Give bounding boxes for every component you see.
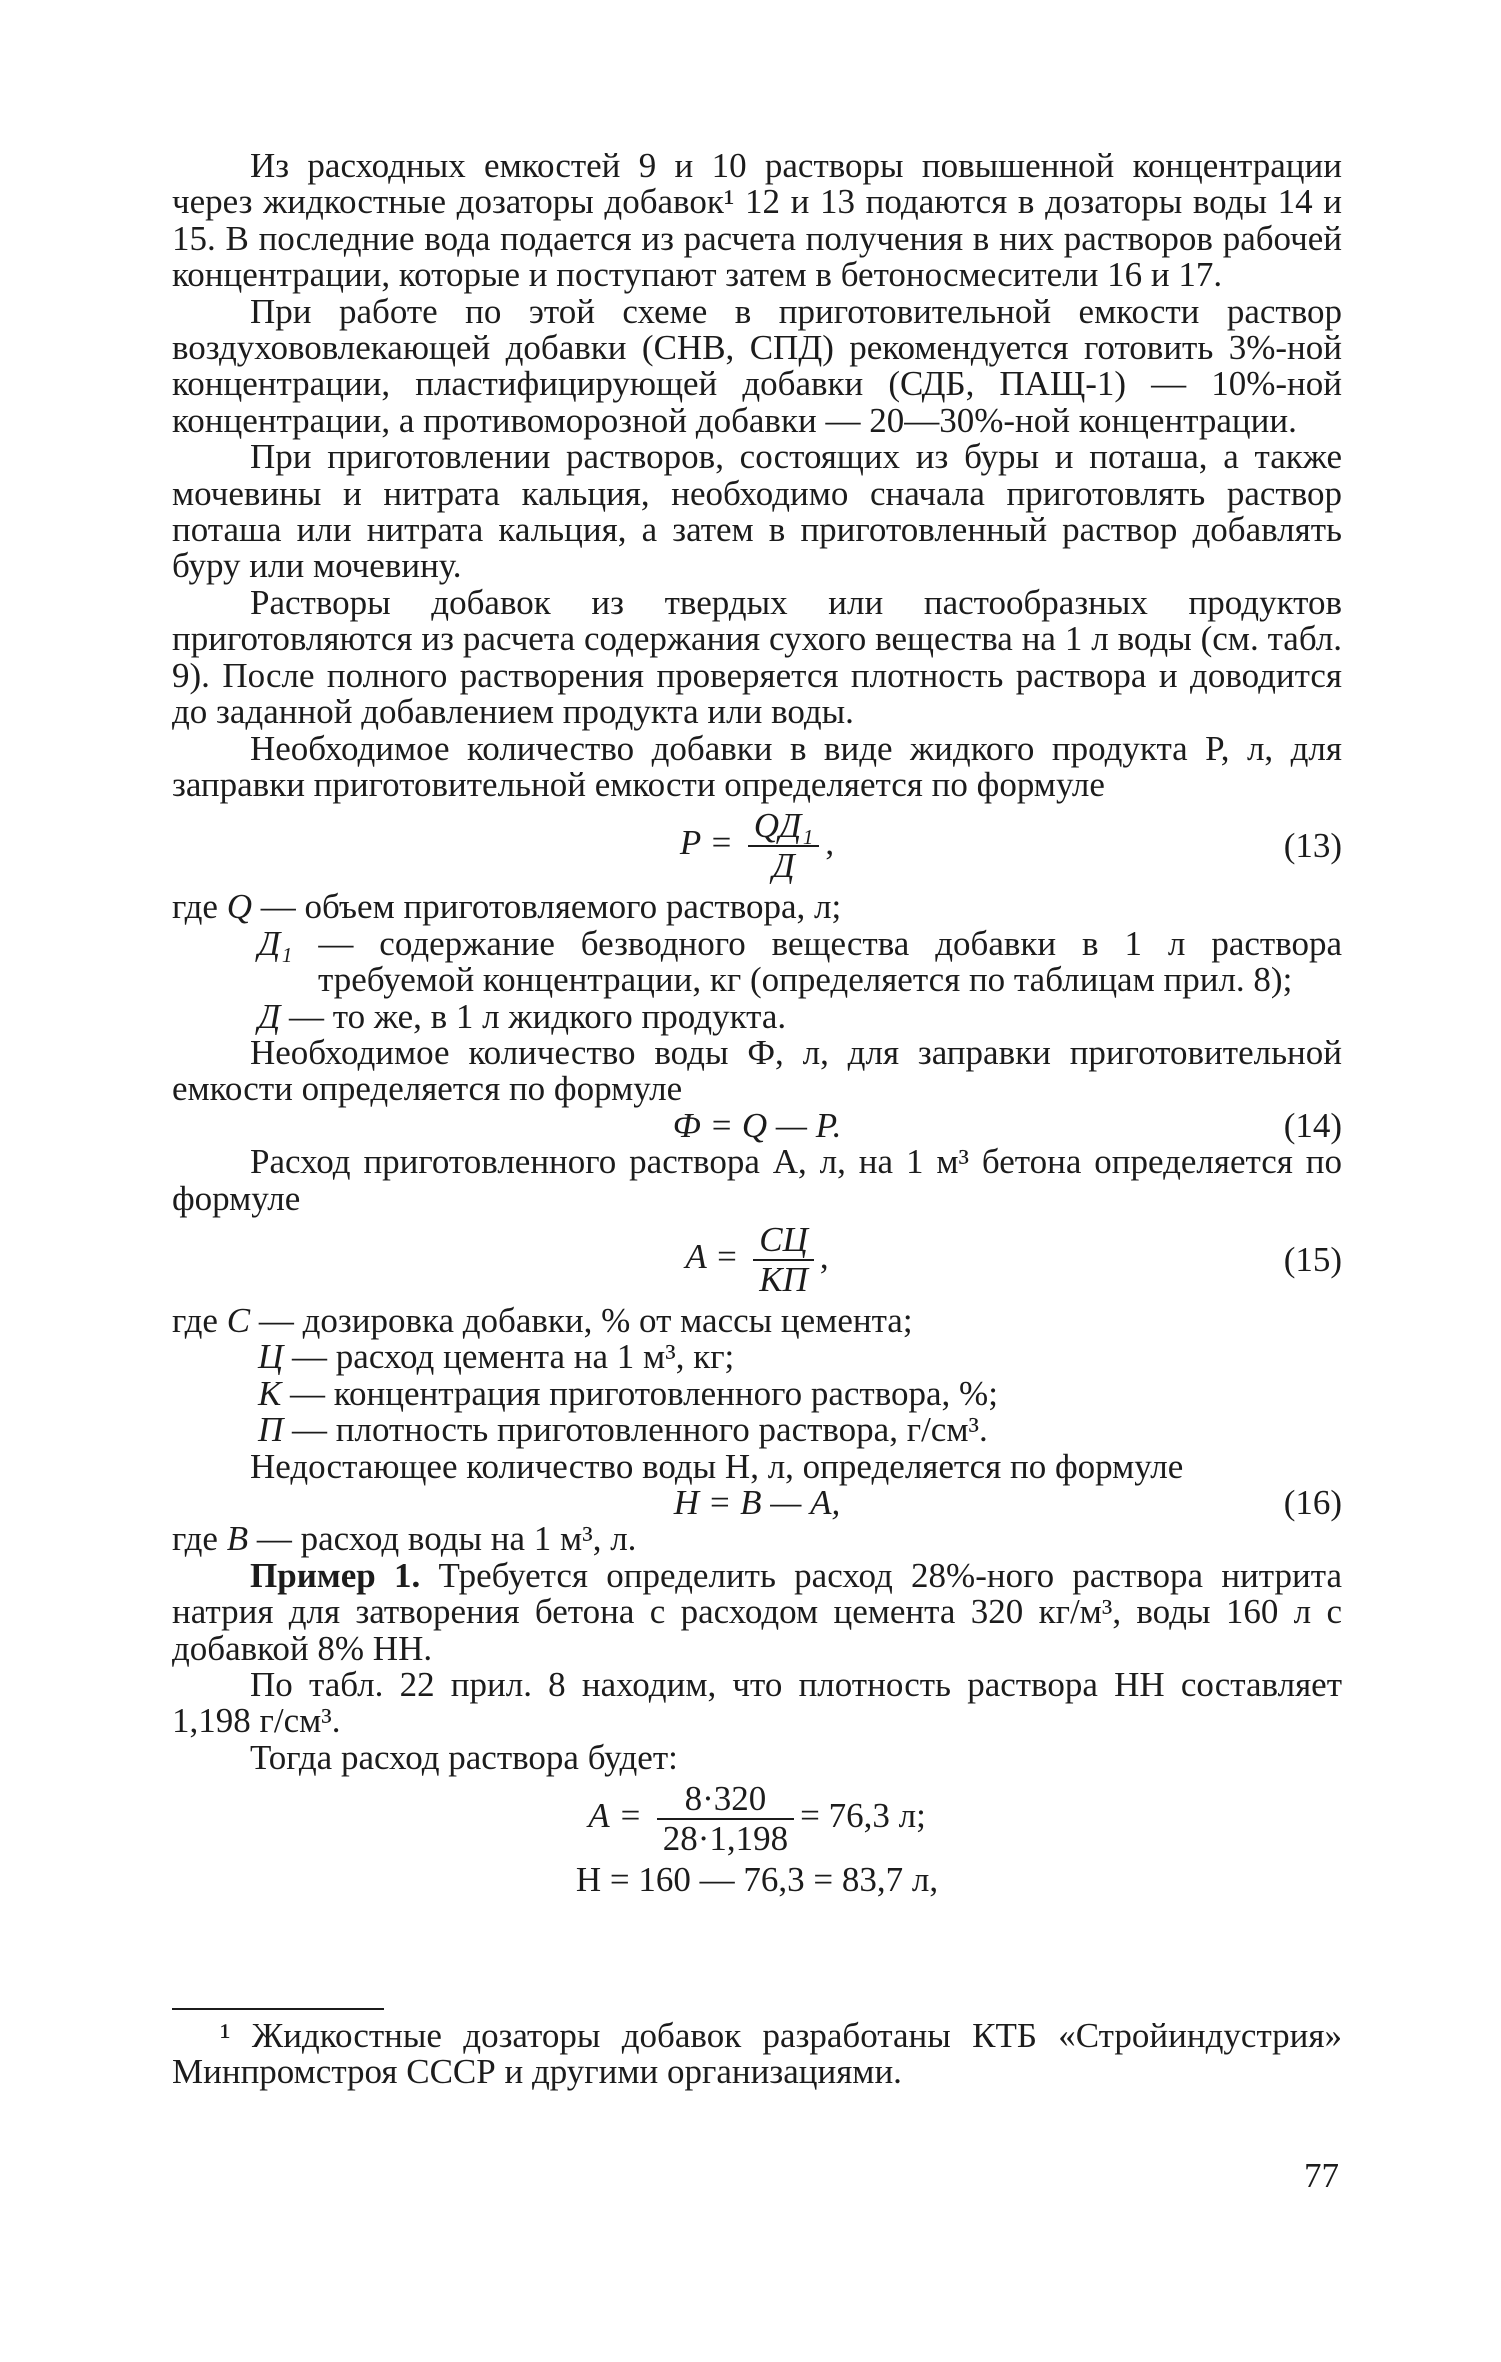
definition-text: — концентрация приготовленного раствора, %;: [290, 1373, 998, 1413]
paragraph-10: По табл. 22 прил. 8 находим, что плотность раствора НН составляет 1,198 г/см³.: [172, 1665, 1342, 1741]
definition-row: [172, 1373, 1342, 1413]
definitions-16: [172, 1521, 1342, 1557]
formula-13-number: (13): [1283, 826, 1342, 866]
definition-lead-word: где: [172, 1519, 227, 1559]
paragraph-3: При приготовлении растворов, состоящих из буры и поташа, а также мочевины и нитрата кальция, необходимо сначала приготовлять раствор поташа или нитрата кальция, а затем в приготовленный раствор добавлять буру или мочевину.: [172, 437, 1342, 586]
definition-symbol: Ц: [258, 1337, 284, 1377]
formula-15-lhs: A =: [685, 1236, 739, 1276]
paragraph-11: Тогда расход раствора будет:: [250, 1737, 678, 1777]
definition-symbol: Д: [258, 996, 281, 1036]
formula-15-number: (15): [1283, 1239, 1342, 1279]
paragraph-2: При работе по этой схеме в приготовительной емкости раствор воздухововлекающей добавки (СНВ, СПД) рекомендуется готовить 3%-ной концентрации, пластифицирующей добавки (СДБ, ПАЩ-1) — 10%-ной концентрации, а противоморозной добавки — 20—30%-ной концентрации.: [172, 291, 1342, 440]
definition-row: [172, 889, 1342, 925]
formula-16-expression: Н = В — А,: [673, 1482, 841, 1522]
formula-16: [172, 1482, 1342, 1522]
formula-14-number: (14): [1283, 1105, 1342, 1145]
paragraph-5: Необходимое количество добавки в виде жидкого продукта P, л, для заправки приготовительной емкости определяется по формуле: [172, 728, 1342, 804]
definition-text: — расход воды на 1 м³, л.: [256, 1519, 637, 1559]
calculation-1: [172, 1780, 1342, 1858]
formula-13-fraction: [748, 807, 820, 885]
definition-text: — плотность приготовленного раствора, г/см³.: [292, 1410, 988, 1450]
main-text-column: [172, 148, 1342, 1899]
definition-text: — объем приготовляемого раствора, л;: [260, 887, 842, 927]
calculation-1-lhs: А =: [588, 1796, 642, 1836]
paragraph-7: Расход приготовленного раствора А, л, на 1 м³ бетона определяется по формуле: [172, 1142, 1342, 1218]
formula-14: [172, 1105, 1342, 1145]
formula-15-numerator: СЦ: [753, 1221, 814, 1261]
calculation-1-fraction: [657, 1780, 794, 1858]
formula-13-tail: ,: [825, 823, 835, 863]
definition-text: — содержание безводного вещества добавки в 1 л раствора требуемой концентрации, кг (определяется по таблицам прил. 8);: [318, 923, 1343, 1000]
definition-symbol: В: [226, 1519, 249, 1559]
paragraph-1: Из расходных емкостей 9 и 10 растворы повышенной концентрации через жидкостные дозаторы добавок¹ 12 и 13 подаются в дозаторы воды 14 и 15. В последние вода подается из расчета получения в них растворов рабочей концентрации, которые и поступают затем в бетоносмесители 16 и 17.: [172, 146, 1342, 295]
definition-symbol: Q: [226, 887, 252, 927]
calculation-1-tail: = 76,3 л;: [800, 1796, 926, 1836]
footnote-separator: [172, 2008, 384, 2010]
definition-row: [172, 1412, 1342, 1448]
formula-15-fraction: [753, 1221, 814, 1299]
definition-row: [172, 1521, 1342, 1557]
formula-15-tail: ,: [819, 1236, 829, 1276]
definitions-13: [172, 889, 1342, 1035]
definition-lead-word: где: [172, 1300, 227, 1340]
definition-row: [172, 923, 1343, 1000]
definitions-15: [172, 1300, 1342, 1450]
definition-text: — дозировка добавки, % от массы цемента;: [258, 1300, 913, 1340]
calculation-2-expression: Н = 160 — 76,3 = 83,7 л,: [575, 1860, 939, 1900]
paragraph-example-1: [172, 1555, 1343, 1668]
formula-13-numerator: QД₁: [748, 807, 820, 847]
paragraph-4: Растворы добавок из твердых или пастообразных продуктов приготовляются из расчета содержания сухого вещества на 1 л воды (см. табл. 9). После полного растворения проверяется плотность раствора и доводится до заданной добавлением продукта или воды.: [172, 582, 1342, 732]
paragraph-8: Недостающее количество воды Н, л, определяется по формуле: [250, 1446, 1184, 1486]
example-label: Пример 1.: [250, 1555, 421, 1595]
formula-14-expression: Ф = Q — P.: [672, 1105, 842, 1145]
definition-lead-word: где: [172, 887, 227, 927]
formula-15-denominator: КП: [759, 1259, 808, 1299]
formula-13-denominator: Д: [772, 846, 795, 886]
calculation-2: [172, 1862, 1342, 1898]
definition-symbol: К: [258, 1373, 282, 1413]
calculation-1-numerator: 8·320: [657, 1780, 794, 1820]
definition-row: [172, 1300, 1342, 1340]
formula-13-lhs: P =: [679, 823, 733, 863]
formula-15: [172, 1221, 1342, 1299]
formula-16-number: (16): [1283, 1482, 1342, 1522]
calculation-1-denominator: 28·1,198: [662, 1819, 789, 1859]
footnote: ¹ Жидкостные дозаторы добавок разработаны КТБ «Стройиндустрия» Минпромстроя СССР и другими организациями.: [172, 2016, 1342, 2092]
definition-symbol: П: [258, 1410, 284, 1450]
definition-row: [172, 996, 1342, 1036]
definition-symbol: Д₁: [258, 923, 293, 963]
definition-text: — расход цемента на 1 м³, кг;: [292, 1337, 735, 1377]
paragraph-6: Необходимое количество воды Ф, л, для заправки приготовительной емкости определяется по формуле: [172, 1032, 1342, 1109]
page-number: 77: [1304, 2156, 1339, 2195]
definition-text: — то же, в 1 л жидкого продукта.: [289, 996, 787, 1036]
definition-symbol: С: [226, 1300, 251, 1340]
definition-row: [172, 1339, 1342, 1375]
example-text: Требуется определить расход 28%-ного раствора нитрита натрия для затворения бетона с расходом цемента 320 кг/м³, воды 160 л с добавкой 8% НН.: [172, 1555, 1343, 1668]
formula-13: [172, 807, 1342, 885]
